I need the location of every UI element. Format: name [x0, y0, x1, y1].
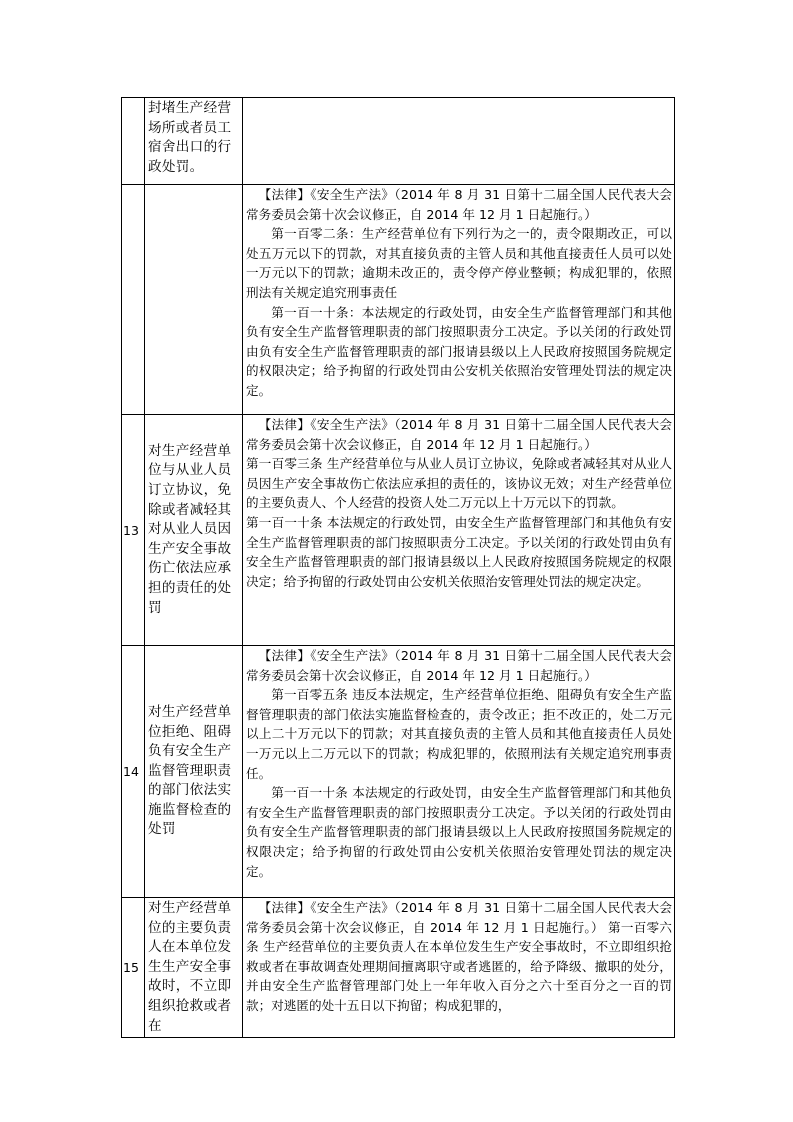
law-basis — [243, 898, 675, 1038]
row-number: 14 — [122, 646, 145, 898]
penalty-subject: 对生产经营单位的主要负责人在本单位发生生产安全事故时，不立即组织抢救或者在 — [145, 898, 243, 1038]
table-row — [122, 898, 675, 1038]
penalty-subject: 对生产经营单位与从业人员订立协议，免除或者减轻其对从业人员因生产安全事故伤亡依法应承担的责任的处罚 — [145, 415, 243, 646]
law-article: 第一百零二条：生产经营单位有下列行为之一的，责令限期改正，可以处五万元以下的罚款，对其直接负责的主管人员和其他直接责任人员可以处一万元以下的罚款；逾期未改正的，责令停产停业整顿；构成犯罪的，依照刑法有关规定追究刑事责任 — [246, 226, 672, 300]
law-source: 【法律】《安全生产法》（2014 年 8 月 31 日第十二届全国人民代表大会常务委员会第十次会议修正，自 2014 年 12 月 1 日起施行。） — [246, 187, 672, 222]
law-basis — [243, 185, 675, 415]
row-number: 15 — [122, 898, 145, 1038]
law-source: 【法律】《安全生产法》（2014 年 8 月 31 日第十二届全国人民代表大会常务委员会第十次会议修正，自 2014 年 12 月 1 日起施行。） — [246, 417, 672, 452]
regulation-table — [121, 97, 675, 1038]
penalty-subject: 封堵生产经营场所或者员工宿舍出口的行政处罚。 — [145, 98, 243, 185]
row-number — [122, 98, 145, 185]
law-article: 第一百一十条 本法规定的行政处罚，由安全生产监督管理部门和其他负有安全生产监督管理职责的部门按照职责分工决定。予以关闭的行政处罚由负有安全生产监督管理职责的部门报请县级以上人民政府按照国务院规定的权限决定；给予拘留的行政处罚由公安机关依照治安管理处罚法的规定决定。 — [246, 785, 672, 879]
row-number: 13 — [122, 415, 145, 646]
law-article: 第一百一十条 本法规定的行政处罚，由安全生产监督管理部门和其他负有安全生产监督管理职责的部门按照职责分工决定。予以关闭的行政处罚由负有安全生产监督管理职责的部门报请县级以上人民政府按照国务院规定的权限决定；给予拘留的行政处罚由公安机关依照治安管理处罚法的规定决定。 — [246, 514, 672, 589]
table-row — [122, 415, 675, 646]
law-basis — [243, 415, 675, 646]
law-article: 第一百零五条 违反本法规定，生产经营单位拒绝、阻碍负有安全生产监督管理职责的部门依法实施监督检查的，责令改正；拒不改正的，处二万元以上二十万元以下的罚款；对其直接负责的主管人员和其他直接责任人员处一万元以上二万元以下的罚款；构成犯罪的，依照刑法有关规定追究刑事责任。 — [246, 687, 672, 781]
table-row — [122, 185, 675, 415]
table-row — [122, 98, 675, 185]
law-source: 【法律】《安全生产法》（2014 年 8 月 31 日第十二届全国人民代表大会常务委员会第十次会议修正，自 2014 年 12 月 1 日起施行。） 第一百零六条 生产经营单位的主要负责人在本单位发生生产安全事故时，不立即组织抢救或者在事故调查处理期间擅离职守或者逃匿的，给予降级、撤职的处分，并由安全生产监督管理部门处上一年年收入百分之六十至百分之一百的罚款；对逃匿的处十五日以下拘留；构成犯罪的， — [246, 900, 672, 1013]
law-source: 【法律】《安全生产法》（2014 年 8 月 31 日第十二届全国人民代表大会常务委员会第十次会议修正，自 2014 年 12 月 1 日起施行。） — [246, 648, 672, 683]
table-row — [122, 646, 675, 898]
penalty-subject — [145, 185, 243, 415]
row-number — [122, 185, 145, 415]
law-article: 第一百一十条：本法规定的行政处罚，由安全生产监督管理部门和其他负有安全生产监督管理职责的部门按照职责分工决定。予以关闭的行政处罚由负有安全生产监督管理职责的部门报请县级以上人民政府按照国务院规定的权限决定；给予拘留的行政处罚由公安机关依照治安管理处罚法的规定决定。 — [246, 304, 672, 398]
law-article: 第一百零三条 生产经营单位与从业人员订立协议，免除或者减轻其对从业人员因生产安全事故伤亡依法应承担的责任的，该协议无效；对生产经营单位的主要负责人、个人经营的投资人处二万元以上十万元以下的罚款。 — [246, 456, 672, 511]
law-basis — [243, 646, 675, 898]
penalty-subject: 对生产经营单位拒绝、阻碍负有安全生产监督管理职责的部门依法实施监督检查的处罚 — [145, 646, 243, 898]
law-basis — [243, 98, 675, 185]
